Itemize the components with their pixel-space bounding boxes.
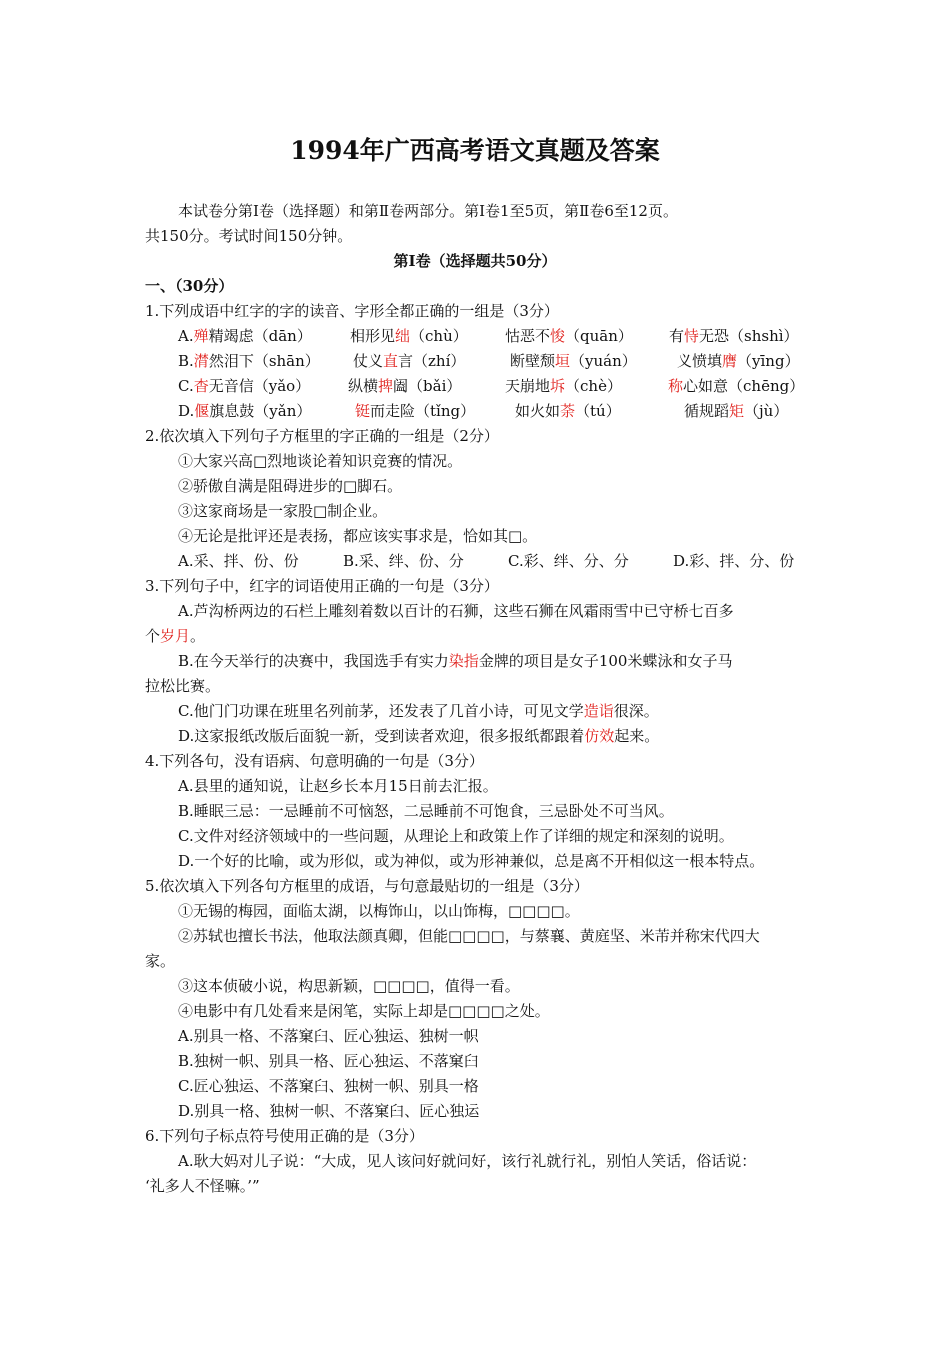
q4-option: A.县里的通知说，让赵乡长本月15日前去汇报。 [178,777,498,795]
q5-item: ④电影中有几处看来是闲笔，实际上却是□□□□之处。 [178,1002,550,1020]
q1-option: 仗义直言（zhí） [353,352,466,370]
q2-option: B.采、绊、份、分 [343,552,464,570]
q6-option-a: A.耿大妈对儿子说：“大成，见人该问好就问好，该行礼就行礼，别怕人笑话，俗话说： [178,1152,757,1170]
q1-option: 如火如荼（tú） [515,402,621,420]
q6-option-a-cont: ‘礼多人不怪嘛。’” [145,1177,260,1195]
q1-option: 纵横捭阖（bǎi） [348,377,462,395]
q2-options [178,551,818,571]
q3-option-a-cont: 个岁月。 [145,627,206,645]
question-4-stem: 4.下列各句，没有语病、句意明确的一句是（3分） [145,752,484,770]
q5-item: ②苏轼也擅长书法，他取法颜真卿，但能□□□□，与蔡襄、黄庭坚、米芾并称宋代四大 [178,927,760,945]
q4-option: B.睡眠三忌：一忌睡前不可恼怒，二忌睡前不可饱食，三忌卧处不可当风。 [178,802,674,820]
q5-item: ①无锡的梅园，面临太湖，以梅饰山，以山饰梅，□□□□。 [178,902,580,920]
q1-row-d [178,401,818,421]
q1-option: B.潸然泪下（shān） [178,352,320,370]
q1-option: 义愤填膺（yīng） [677,352,800,370]
intro-line-1: 本试卷分第Ⅰ卷（选择题）和第Ⅱ卷两部分。第Ⅰ卷1至5页，第Ⅱ卷6至12页。 [178,202,678,220]
q5-option: D.别具一格、独树一帜、不落窠臼、匠心独运 [178,1102,480,1120]
q3-option-a: A.芦沟桥两边的石栏上雕刻着数以百计的石狮，这些石狮在风霜雨雪中已守桥七百多 [178,602,734,620]
q1-option: 称心如意（chēng） [668,377,805,395]
q2-option: D.彩、拌、分、份 [673,552,795,570]
q1-option: A.殚精竭虑（dān） [178,327,312,345]
q2-item: ③这家商场是一家股□制企业。 [178,502,388,520]
intro-line-2: 共150分。考试时间150分钟。 [145,227,353,245]
q1-row-b [178,351,818,371]
question-1-stem: 1.下列成语中红字的字的读音、字形全都正确的一组是（3分） [145,302,559,320]
q1-option: 循规蹈矩（jù） [684,402,789,420]
q3-option-c: C.他门门功课在班里名列前茅，还发表了几首小诗，可见文学造诣很深。 [178,702,659,720]
q4-option: C.文件对经济领域中的一些问题，从理论上和政策上作了详细的规定和深刻的说明。 [178,827,734,845]
q1-option: 怙恶不悛（quān） [505,327,633,345]
q1-row-a [178,326,818,346]
q5-item-cont: 家。 [145,952,176,970]
q2-option: C.彩、绊、分、分 [508,552,629,570]
question-5-stem: 5.依次填入下列各句方框里的成语，与句意最贴切的一组是（3分） [145,877,589,895]
q1-row-c [178,376,818,396]
q5-option: B.独树一帜、别具一格、匠心独运、不落窠臼 [178,1052,479,1070]
q2-item: ①大家兴高□烈地谈论着知识竞赛的情况。 [178,452,463,470]
q1-option: 有恃无恐（shshì） [669,327,799,345]
q3-option-d: D.这家报纸改版后面貌一新，受到读者欢迎，很多报纸都跟着仿效起来。 [178,727,660,745]
q1-option: C.杳无音信（yǎo） [178,377,311,395]
q1-option: D.偃旗息鼓（yǎn） [178,402,312,420]
q2-option: A.采、拌、份、份 [178,552,299,570]
q2-item: ④无论是批评还是表扬，都应该实事求是，恰如其□。 [178,527,538,545]
q5-item: ③这本侦破小说，构思新颖，□□□□，值得一看。 [178,977,520,995]
question-3-stem: 3.下列句子中，红字的词语使用正确的一句是（3分） [145,577,499,595]
q1-option: 铤而走险（tǐng） [355,402,476,420]
q5-option: C.匠心独运、不落窠臼、独树一帜、别具一格 [178,1077,479,1095]
q2-item: ②骄傲自满是阻碍进步的□脚石。 [178,477,403,495]
question-2-stem: 2.依次填入下列句子方框里的字正确的一组是（2分） [145,427,499,445]
page-title: 1994年广西高考语文真题及答案 [290,136,660,165]
section-title: 第Ⅰ卷（选择题共50分） [393,252,557,270]
part-title: 一、（30分） [145,277,234,295]
q5-option: A.别具一格、不落窠臼、匠心独运、独树一帜 [178,1027,479,1045]
q4-option: D.一个好的比喻，或为形似，或为神似，或为形神兼似，总是离不开相似这一根本特点。 [178,852,765,870]
q1-option: 断壁颓垣（yuán） [510,352,637,370]
q1-option: 相形见绌（chù） [350,327,468,345]
q1-option: 天崩地坼（chè） [505,377,622,395]
question-6-stem: 6.下列句子标点符号使用正确的是（3分） [145,1127,424,1145]
q3-option-b-cont: 拉松比赛。 [145,677,221,695]
q3-option-b: B.在今天举行的决赛中，我国选手有实力染指金牌的项目是女子100米蝶泳和女子马 [178,652,733,670]
